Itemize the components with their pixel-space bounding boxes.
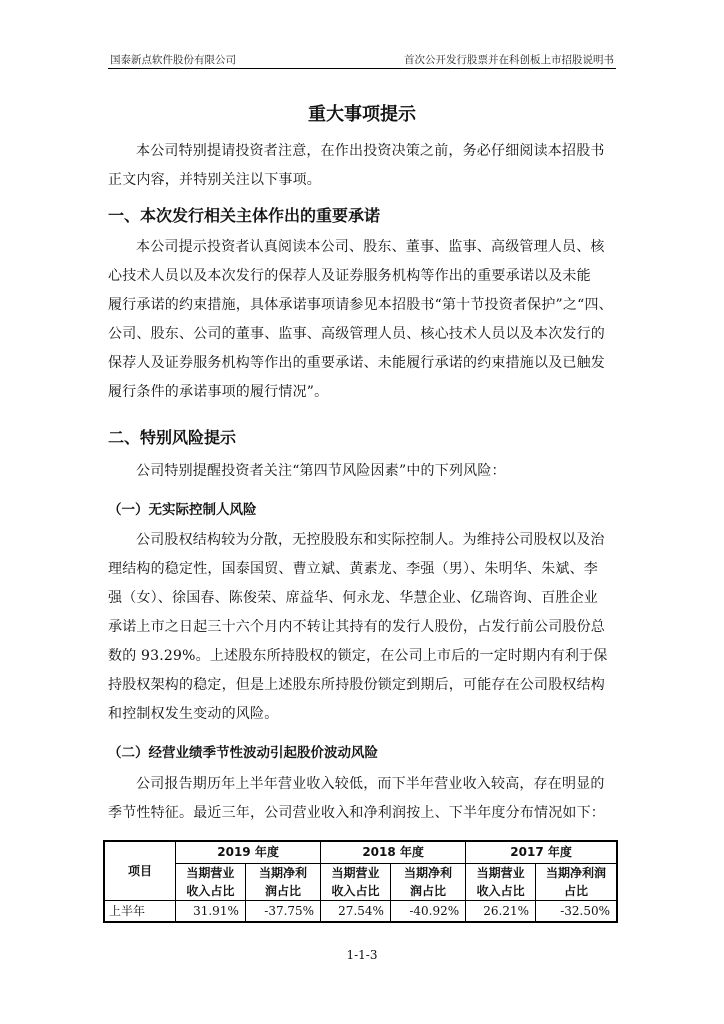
header-company: 国泰新点软件股份有限公司 [110,54,236,66]
table-row [104,900,617,922]
subheader-line: 占比 [564,883,589,898]
subheader-line: 当期营业 [476,865,525,880]
section1-line: 履行条件的承诺事项的履行情况”。 [108,384,329,400]
risk1-heading: （一）无实际控制人风险 [108,502,257,518]
subheader-line: 收入占比 [331,883,380,898]
risk1-line: 和控制权发生变动的风险。 [108,706,279,722]
table-subheader [466,863,536,900]
risk2-heading: （二）经营业绩季节性波动引起股价波动风险 [108,745,378,761]
table-subheader [390,863,465,900]
section1-line: 心技术人员以及本次发行的保荐人及证券服务机构等作出的重要承诺以及未能 [108,268,591,284]
section2-intro: 公司特别提醒投资者关注“第四节风险因素”中的下列风险： [136,463,506,479]
risk1-line: 强（女）、徐国春、陈俊荣、席益华、何永龙、华慧企业、亿瑞咨询、百胜企业 [108,590,598,606]
subheader-line: 收入占比 [476,883,525,898]
subheader-line: 当期营业 [331,865,380,880]
risk1-paragraph [108,526,616,729]
page-header [108,52,616,69]
header-document-title: 首次公开发行股票并在科创板上市招股说明书 [404,54,614,66]
risk1-line: 持股权架构的稳定，但是上述股东所持股份锁定到期后，可能存在公司股权结构 [108,677,605,693]
table-cell: 26.21% [466,900,536,922]
table-header-year: 2018 年度 [321,841,466,863]
table-subheader [176,863,246,900]
table-header-item: 项目 [104,841,176,900]
risk1-line: 公司股权结构较为分散，无控股股东和实际控制人。为维持公司股权以及治 [136,532,605,548]
section1-line: 公司、股东、公司的董事、监事、高级管理人员、核心技术人员以及本次发行的 [108,326,605,342]
subheader-line: 当期净利 [404,865,453,880]
page-number: 1-1-3 [346,948,378,962]
section1-paragraph [108,233,616,407]
risk1-line: 理结构的稳定性，国泰国贸、曹立斌、黄素龙、李强（男）、朱明华、朱斌、李 [108,561,598,577]
intro-line: 正文内容，并特别关注以下事项。 [108,172,321,188]
row-label: 上半年 [104,900,176,922]
subheader-line: 当期净利润 [546,865,607,880]
subheader-line: 润占比 [410,883,447,898]
table-cell: -32.50% [536,900,617,922]
subheader-line: 润占比 [264,883,301,898]
risk2-line: 公司报告期历年上半年营业收入较低，而下半年营业收入较高，存在明显的 [136,776,605,792]
table-cell: -37.75% [245,900,320,922]
table-cell: -40.92% [390,900,465,922]
risk1-line: 承诺上市之日起三十六个月内不转让其持有的发行人股份，占发行前公司股份总 [108,619,605,635]
section1-line: 本公司提示投资者认真阅读本公司、股东、董事、监事、高级管理人员、核 [136,239,605,255]
section1-line: 保荐人及证券服务机构等作出的重要承诺、未能履行承诺的约束措施以及已触发 [108,355,605,371]
table-header-year: 2017 年度 [466,841,617,863]
subheader-line: 收入占比 [186,883,235,898]
risk1-line: 数的 93.29%。上述股东所持股权的锁定，在公司上市后的一定时期内有利于保 [108,648,608,664]
table-header-year: 2019 年度 [176,841,321,863]
table-subheader [536,863,617,900]
table-cell: 31.91% [176,900,246,922]
section1-line: 履行承诺的约束措施，具体承诺事项请参见本招股书“第十节投资者保护”之“四、 [108,297,613,313]
table-cell: 27.54% [321,900,391,922]
table-subheader [321,863,391,900]
subheader-line: 当期营业 [186,865,235,880]
subheader-line: 当期净利 [258,865,307,880]
risk2-line: 季节性特征。最近三年，公司营业收入和净利润按上、下半年度分布情况如下： [108,805,605,821]
page-title: 重大事项提示 [308,104,416,125]
seasonal-distribution-table [103,840,618,923]
section1-heading: 一、本次发行相关主体作出的重要承诺 [108,206,381,225]
intro-line: 本公司特别提请投资者注意，在作出投资决策之前，务必仔细阅读本招股书 [136,143,605,159]
section2-heading: 二、特别风险提示 [108,428,237,447]
risk2-paragraph [108,770,616,828]
table-subheader [245,863,320,900]
intro-paragraph [108,137,616,195]
